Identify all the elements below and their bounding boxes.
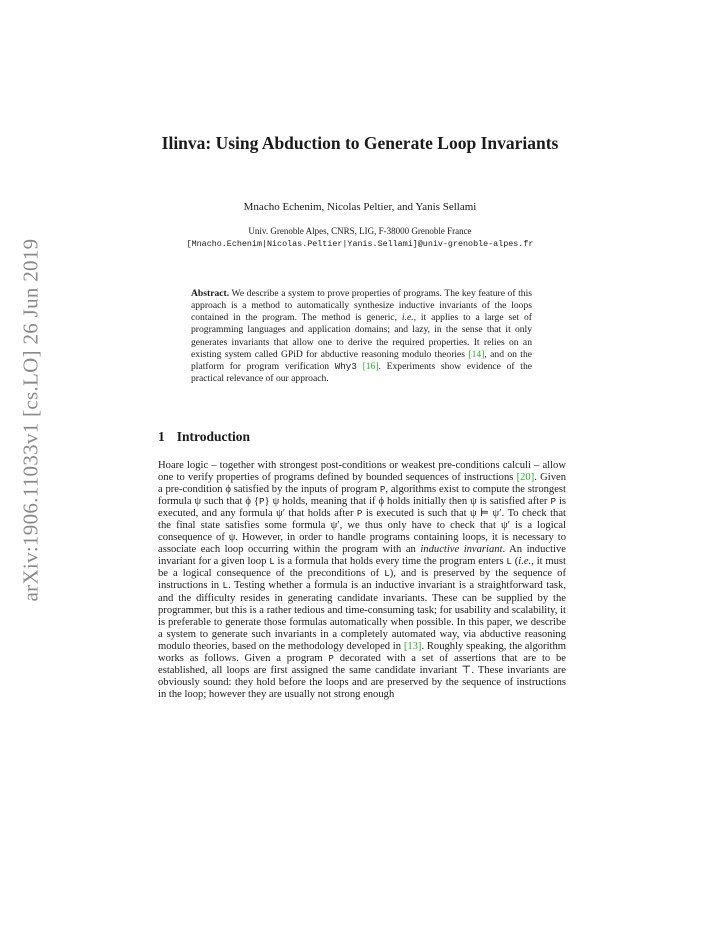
- code-token: L: [506, 556, 512, 568]
- body-text: is a formula that holds every time the program enters: [277, 556, 504, 568]
- arxiv-side-label-container: [11, 230, 51, 610]
- body-text: . An inductive invariant for a given loop: [158, 544, 566, 568]
- body-text: is executed, and any formula ψ′ that holds after: [158, 496, 567, 520]
- code-token: P: [550, 496, 556, 508]
- citation-link[interactable]: [13]: [403, 640, 422, 652]
- abstract-label: Abstract.: [191, 288, 230, 299]
- arxiv-side-label: arXiv:1906.11033v1 [cs.LO] 26 Jun 2019: [18, 238, 43, 602]
- body-text: , algorithms exist to compute the strongest formula ψ such that ϕ {: [158, 484, 566, 508]
- code-token: P: [259, 496, 265, 508]
- body-text: . Testing whether a formula is an inductive invariant is a straightforward task, and the difficulty resides in generating candidate invariants. These can be supplied by the programmer, but this is a rather tedious and time-consuming task; for usability and scalability, it is preferable to generate those formulas automatically when possible. In this paper, we describe a system to generate such invariants in a completely automated way, via abductive reasoning modulo theories, based on the methodology developed in: [158, 580, 566, 652]
- citation-link[interactable]: [14]: [468, 348, 485, 360]
- email-addresses: [Mnacho.Echenim|Nicolas.Peltier|Yanis.Sellami]@univ-grenoble-alpes.fr: [186, 239, 534, 249]
- body-text: is executed is such that ψ ⊨ ψ′. To check that the final state satisfies some formula ψ′, we thus only have to check that ψ′ is a logical consequence of ψ. However, in order to handle programs containing loops, it is necessary to associate each loop occurring within the program with an: [158, 508, 567, 556]
- tool-name: Why3: [334, 360, 357, 372]
- body-text: , it must be a logical consequence of the preconditions of: [158, 556, 566, 580]
- body-text: . Given a pre-condition ϕ satisfied by the inputs of program: [158, 472, 566, 496]
- section-number: 1: [158, 429, 165, 444]
- section-title: Introduction: [176, 429, 251, 444]
- emphasis: i.e.: [518, 556, 532, 568]
- affiliation: Univ. Grenoble Alpes, CNRS, LIG, F-38000 Grenoble France: [248, 226, 472, 236]
- paper-title: Ilinva: Using Abduction to Generate Loop Invariants: [161, 133, 559, 153]
- body-text: . Roughly speaking, the algorithm works as follows. Given a program: [158, 640, 566, 664]
- code-token: L: [384, 568, 390, 580]
- citation-link[interactable]: [16]: [362, 360, 379, 372]
- body-text: Hoare logic – together with strongest post-conditions or weakest pre-conditions calculi – allow one to verify properties of programs defined by bounded sequences of instructions: [158, 460, 566, 484]
- body-text: decorated with a set of assertions that are to be established, all loops are first assigned the same candidate invariant ⊤. These invariants are obviously sound: they hold before the loops and are preserved by the sequence of instructions in the loop; however they are usually not strong enough: [158, 652, 566, 700]
- body-text: ), and is preserved by the sequence of instructions in: [158, 568, 566, 592]
- authors: Mnacho Echenim, Nicolas Peltier, and Yanis Sellami: [243, 201, 477, 213]
- code-token: P: [379, 484, 386, 496]
- section-heading: [158, 429, 250, 445]
- abstract-ie: i.e.: [401, 312, 414, 324]
- abstract-text: , it applies to a large set of programming languages and application domains; and lazy, in the sense that it only generates invariants that allow one to derive the required properties. It relies on an existing system called GPiD for abductive reasoning modulo theories: [191, 312, 532, 360]
- code-token: P: [328, 652, 334, 664]
- intro-paragraph: [158, 460, 566, 701]
- abstract-text: . Experiments show evidence of the practical relevance of our approach.: [191, 360, 533, 385]
- abstract-text: , and on the platform for program verification: [191, 348, 533, 372]
- body-text: } ψ holds, meaning that if ϕ holds initially then ψ is satisfied after: [264, 496, 548, 508]
- abstract-text: We describe a system to prove properties of programs. The key feature of this approach is a method to automatically synthesize inductive invariants of the loops contained in the program. The method is generic,: [191, 288, 532, 324]
- code-token: P: [356, 508, 363, 520]
- body-text: (: [514, 556, 519, 568]
- abstract: [191, 288, 532, 385]
- code-token: L: [222, 580, 229, 592]
- citation-link[interactable]: [20]: [516, 472, 535, 484]
- code-token: L: [269, 556, 275, 568]
- emphasis: inductive invariant: [420, 544, 503, 556]
